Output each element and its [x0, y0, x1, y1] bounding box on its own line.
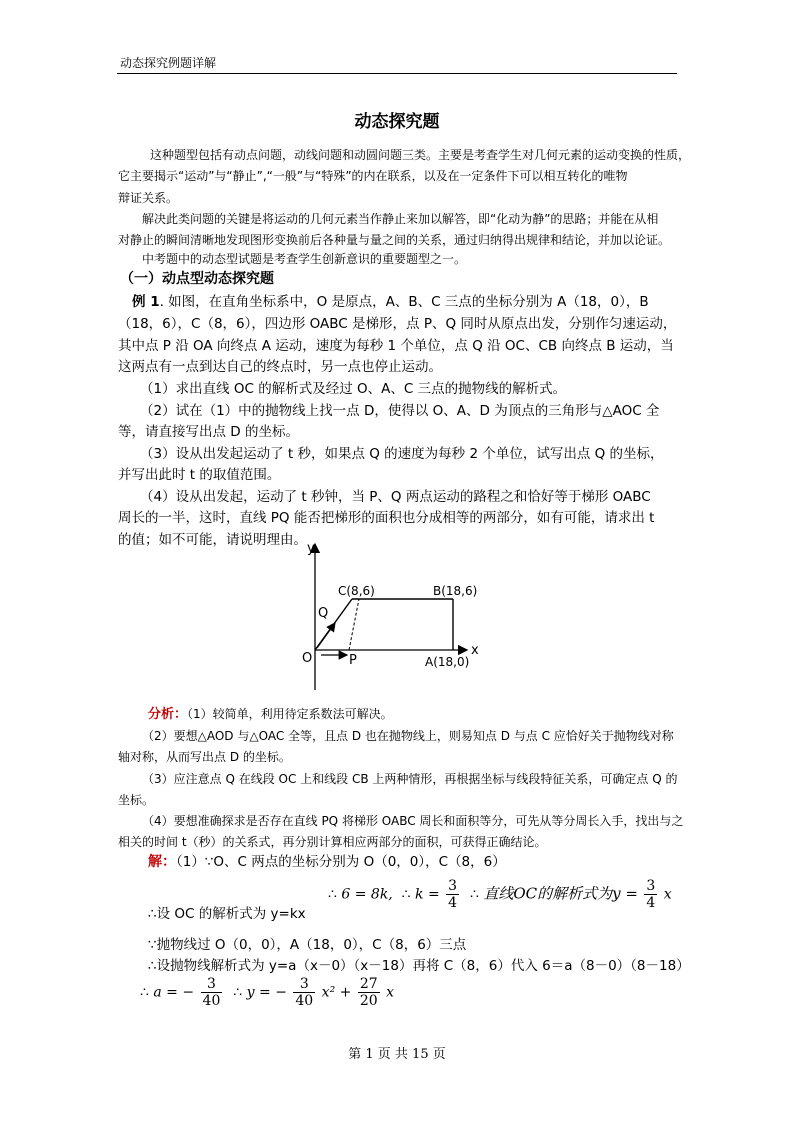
- question-2-line1: （2）试在（1）中的抛物线上找一点 D，使得以 O、A、D 为顶点的三角形与△AOC 全: [140, 403, 660, 419]
- oc-line-text: 直线OC的解析式为y =: [483, 884, 638, 903]
- coordinate-figure: [285, 538, 505, 693]
- question-4-line3: 的值；如不可能，请说明理由。: [118, 532, 307, 548]
- point-b-label: B(18,6): [433, 584, 478, 598]
- x2-coefficient: [293, 976, 315, 1009]
- origin-label: O: [302, 651, 313, 666]
- example1-line4: 这两点有一点到达自己的终点时，另一点也停止运动。: [118, 359, 442, 375]
- x-denominator: 20: [359, 993, 378, 1009]
- question-4-line2: 周长的一半，这时，直线 PQ 能否把梯形的面积也分成相等的两部分，如有可能，请求出 t: [118, 510, 655, 526]
- a-equals: a = −: [153, 984, 195, 1001]
- q-direction-arrow: [317, 623, 335, 648]
- therefore-symbol-3: ∴: [470, 886, 479, 903]
- x2-denominator: 40: [295, 993, 314, 1009]
- analysis-1-text: （1）较简单，利用待定系数法可解决。: [187, 707, 393, 721]
- analysis-3-line1: （3）应注意点 Q 在线段 OC 上和线段 CB 上两种情形，再根据坐标与线段特征关系，可确定点 Q 的: [142, 772, 678, 786]
- example1-line1-text: . 如图，在直角坐标系中，O 是原点，A、B、C 三点的坐标分别为 A（18，0），B: [159, 294, 649, 310]
- solution-parabola-points: ∵抛物线过 O（0，0），A（18，0），C（8，6）三点: [148, 937, 467, 953]
- a-numerator: 3: [201, 976, 223, 993]
- oc-equation: [328, 878, 672, 911]
- k-fraction: [446, 878, 459, 911]
- question-2-line2: 等，请直接写出点 D 的坐标。: [118, 424, 299, 440]
- therefore-symbol: ∴: [328, 886, 337, 903]
- k-numerator: 3: [448, 878, 458, 894]
- page-footer: 第 1 页 共 15 页: [348, 1047, 446, 1062]
- a-denominator: 40: [202, 993, 221, 1009]
- x-numerator: 27: [359, 976, 378, 992]
- therefore-symbol-4: ∴: [140, 984, 149, 1001]
- x-variable: x: [663, 886, 672, 903]
- oc-slope-numerator: 3: [646, 878, 656, 894]
- question-3-line1: （3）设从出发起运动了 t 秒，如果点 Q 的速度为每秒 2 个单位，试写出点 Q 的坐标，: [140, 446, 664, 462]
- intro-p3: 中考题中的动态型试题是考查学生创新意识的重要题型之一。: [142, 252, 467, 266]
- x-axis-label: x: [471, 643, 479, 658]
- section-heading: （一）动点型动态探究题: [120, 271, 274, 287]
- solution-label: 解：: [148, 854, 176, 870]
- therefore-symbol-5: ∴: [233, 984, 243, 1001]
- solution-line1: [148, 850, 506, 871]
- page-title: 动态探究题: [354, 112, 440, 132]
- y-equals: y = −: [246, 984, 287, 1001]
- example1-line1: [132, 290, 649, 310]
- x2-numerator: 3: [293, 976, 315, 993]
- intro-p1-line2: 它主要揭示“运动”与“静止”,“一般”与“特殊”的内在联系，以及在一定条件下可以相互转化的唯物: [118, 169, 628, 183]
- intro-p2-line2: 对静止的瞬间清晰地发现图形变换前后各种量与量之间的关系，通过归纳得出规律和结论，并加以论证。: [118, 233, 671, 247]
- k-denominator: 4: [448, 895, 458, 911]
- oc-slope-denominator: 4: [646, 895, 656, 911]
- analysis-label: 分析：: [148, 707, 188, 722]
- oc-slope-fraction: [644, 878, 657, 911]
- example1-line3: 其中点 P 沿 OA 向终点 A 运动，速度为每秒 1 个单位，点 Q 沿 OC、CB 向终点 B 运动，当: [118, 338, 674, 354]
- analysis-3-line2: 坐标。: [118, 793, 155, 807]
- parabola-result: [140, 976, 394, 1009]
- a-fraction: [201, 976, 223, 1009]
- solution-parabola-setup: ∴设抛物线解析式为 y=a（x－0）（x－18）再将 C（8，6）代入 6＝a（8－0）（8－18）: [148, 958, 690, 974]
- analysis-4-line2: 相关的时间 t（秒）的关系式，再分别计算相应两部分的面积，可获得正确结论。: [118, 835, 547, 849]
- x-variable-2: x: [386, 984, 395, 1001]
- k-equals: k =: [415, 886, 440, 903]
- analysis-1: [148, 703, 393, 722]
- segment-pq: [349, 599, 359, 650]
- running-header: 动态探究例题详解: [120, 56, 217, 70]
- solution-oc-setup: ∴设 OC 的解析式为 y=kx: [148, 906, 306, 922]
- point-c-label: C(8,6): [338, 584, 375, 598]
- solution-line1-text: （1）∵O、C 两点的坐标分别为 O（0，0），C（8，6）: [176, 854, 506, 870]
- x-squared: x²: [321, 984, 336, 1001]
- y-axis-label: y: [307, 541, 315, 556]
- equation-6-eq-8k: 6 = 8k,: [341, 886, 393, 903]
- therefore-symbol-2: ∴: [401, 886, 411, 903]
- question-3-line2: 并写出此时 t 的取值范围。: [118, 467, 281, 483]
- intro-p1-line3: 辩证关系。: [118, 191, 179, 205]
- question-4-line1: （4）设从出发起，运动了 t 秒钟，当 P、Q 两点运动的路程之和恰好等于梯形 OABC: [140, 489, 651, 505]
- plus-sign: +: [339, 984, 352, 1001]
- point-p-label: P: [349, 653, 357, 668]
- example-label: 例 1: [132, 294, 160, 310]
- intro-p2-line1: 解决此类问题的关键是将运动的几何元素当作静止来加以解答，即“化动为静”的思路；并能在从相: [142, 212, 659, 226]
- question-1: （1）求出直线 OC 的解析式及经过 O、A、C 三点的抛物线的解析式。: [140, 381, 567, 397]
- point-a-label: A(18,0): [425, 655, 470, 669]
- header-rule: [117, 73, 677, 74]
- example1-line2: （18，6），C（8，6），四边形 OABC 是梯形，点 P、Q 同时从原点出发，分别作匀速运动，: [118, 316, 677, 332]
- analysis-2-line1: （2）要想△AOD 与△OAC 全等，且点 D 也在抛物线上，则易知点 D 与点 C 应恰好关于抛物线对称: [142, 729, 674, 743]
- point-q-label: Q: [318, 606, 329, 621]
- intro-p1-line1: 这种题型包括有动点问题，动线问题和动圆问题三类。主要是考查学生对几何元素的运动变换的性质，: [150, 148, 691, 162]
- analysis-2-line2: 轴对称，从而写出点 D 的坐标。: [118, 750, 291, 764]
- analysis-4-line1: （4）要想准确探求是否存在直线 PQ 将梯形 OABC 周长和面积等分，可先从等分周长入手，找出与之: [142, 814, 684, 828]
- x-coefficient: [358, 976, 380, 1009]
